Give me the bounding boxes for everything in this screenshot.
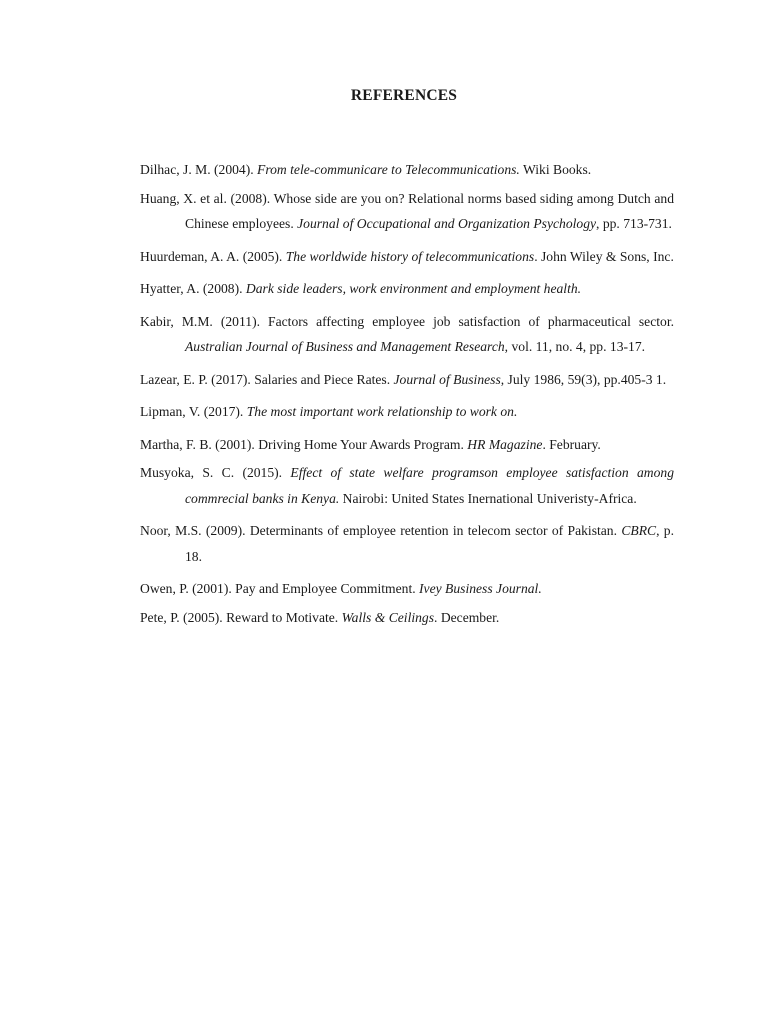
- reference-entry: [140, 576, 674, 602]
- reference-italic-title: The worldwide history of telecommunications: [285, 248, 535, 264]
- reference-text: Dilhac, J. M. (2004).: [140, 162, 258, 177]
- reference-text-tail: , July 1986, 59(3), pp.405-3 1.: [500, 371, 667, 387]
- reference-text-tail: , pp. 713-731.: [596, 216, 672, 231]
- page-title: REFERENCES: [350, 87, 458, 104]
- reference-text: Owen, P. (2001). Pay and Employee Commitment.: [140, 581, 420, 596]
- reference-entry: [140, 432, 674, 458]
- reference-list: [140, 157, 674, 637]
- reference-italic-title: Australian Journal of Business and Management Research: [185, 339, 505, 354]
- reference-text-tail: Nairobi: United States Inernational Univeristy-Africa.: [339, 490, 637, 506]
- reference-text: Huang, X. et al. (2008). Whose side are you on? Relational norms based siding among Dutch and Chinese employees.: [140, 190, 674, 231]
- reference-text-tail: . December.: [434, 609, 500, 625]
- reference-text: Hyatter, A. (2008).: [140, 281, 246, 296]
- reference-italic-title: The most important work relationship to work on.: [246, 404, 518, 419]
- reference-entry: [140, 460, 674, 511]
- reference-text: Musyoka, S. C. (2015).: [140, 465, 291, 480]
- reference-entry: [140, 186, 674, 237]
- reference-entry: [140, 157, 674, 183]
- reference-italic-title: Ivey Business Journal.: [419, 581, 542, 596]
- reference-text-tail: , p. 18.: [185, 523, 674, 564]
- reference-italic-title: HR Magazine: [467, 436, 543, 452]
- reference-entry: [140, 518, 674, 569]
- reference-entry: [140, 367, 674, 393]
- reference-italic-title: Dark side leaders, work environment and employment health.: [245, 281, 582, 296]
- reference-text: Huurdeman, A. A. (2005).: [140, 248, 286, 264]
- reference-italic-title: CBRC: [621, 523, 657, 538]
- reference-text-tail: . John Wiley & Sons, Inc.: [534, 248, 674, 264]
- reference-italic-title: Effect of state welfare programson employee satisfaction among commrecial banks in Kenya.: [185, 465, 674, 506]
- reference-italic-title: Journal of Occupational and Organization Psychology: [297, 216, 597, 231]
- reference-italic-title: Walls & Ceilings: [341, 609, 435, 625]
- reference-text-tail: . February.: [542, 436, 601, 452]
- reference-text: Lipman, V. (2017).: [140, 404, 247, 419]
- reference-entry: [140, 399, 674, 425]
- reference-text: Noor, M.S. (2009). Determinants of employee retention in telecom sector of Pakistan.: [140, 523, 622, 538]
- reference-text-tail: Wiki Books.: [519, 162, 592, 177]
- reference-entry: [140, 276, 674, 302]
- reference-entry: [140, 605, 674, 631]
- reference-text: Pete, P. (2005). Reward to Motivate.: [140, 609, 342, 625]
- reference-italic-title: From tele-communicare to Telecommunications.: [257, 162, 520, 177]
- reference-text: Lazear, E. P. (2017). Salaries and Piece Rates.: [140, 371, 394, 387]
- reference-entry: [140, 309, 674, 360]
- reference-entry: [140, 244, 674, 270]
- reference-italic-title: Journal of Business: [393, 371, 501, 387]
- reference-text: Martha, F. B. (2001). Driving Home Your Awards Program.: [140, 436, 468, 452]
- reference-text-tail: , vol. 11, no. 4, pp. 13-17.: [504, 339, 646, 354]
- reference-text: Kabir, M.M. (2011). Factors affecting employee job satisfaction of pharmaceutical sector.: [140, 313, 674, 329]
